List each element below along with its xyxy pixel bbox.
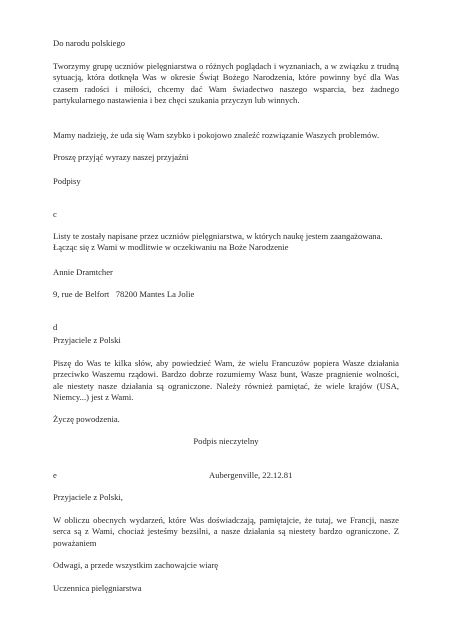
- letter-e-place-date: Aubergenville, 22.12.81: [209, 470, 293, 480]
- letter-c-marker: c: [53, 209, 57, 219]
- letter-c-address: 9, rue de Belfort 78200 Mantes La Jolie: [53, 289, 195, 299]
- letter-d-body: Piszę do Was te kilka słów, aby powiedzieć Wam, że wielu Francuzów popiera Wasze działania przeciwko Waszemu rządowi. Bardzo dobrze rozumiemy Wasz bunt, Wasze pragnienie wolności, ale niestety nasze działania są ograniczone. Należy również pamiętać, że wiele krajów (USA, Niemcy...) jest z Wami.: [53, 358, 399, 403]
- letter-e-closing: Odwagi, a przede wszystkim zachowajcie wiarę: [53, 560, 219, 570]
- letter-a-salutation: Do narodu polskiego: [53, 38, 126, 48]
- letter-d-marker: d: [53, 322, 58, 332]
- letter-c-name: Annie Dramtcher: [53, 267, 113, 277]
- letter-a-body-1: Tworzymy grupę uczniów pielęgniarstwa o różnych poglądach i wyznaniach, a w związku z trudną sytuacją, która dotknęła Was w okresie Świąt Bożego Narodzenia, które powinny być dla Was czasem radości i miłości, chcemy dać Wam świadectwo naszego wsparcia, bez żadnego partykularnego nastawienia i bez chęci szukania przyczyn lub winnych.: [53, 61, 399, 106]
- letter-a-signature: Podpisy: [53, 176, 81, 186]
- letter-e-body: W obliczu obecnych wydarzeń, które Was doświadczają, pamiętajcie, że tutaj, we Francji, nasze serca są z Wami, chociaż jesteśmy bezsilni, a nasze działania są niestety bardzo ograniczone. Z poważaniem: [53, 515, 399, 548]
- letter-e-signature: Uczennica pielęgniarstwa: [53, 583, 142, 593]
- letter-d-closing: Życzę powodzenia.: [53, 414, 120, 424]
- letter-e-marker: e: [53, 470, 57, 480]
- letter-c-body: Listy te zostały napisane przez uczniów pielęgniarstwa, w których naukę jestem zaangażowana. Łącząc się z Wami w modlitwie w oczekiwaniu na Boże Narodzenie: [53, 231, 383, 253]
- letter-a-closing: Proszę przyjąć wyrazy naszej przyjaźni: [53, 152, 189, 162]
- letter-e-salutation: Przyjaciele z Polski,: [53, 492, 123, 502]
- letter-d-salutation: Przyjaciele z Polski: [53, 335, 121, 345]
- letter-e-header: [53, 470, 399, 482]
- letter-a-body-2: Mamy nadzieję, że uda się Wam szybko i pokojowo znaleźć rozwiązanie Waszych problemów.: [53, 130, 380, 140]
- letter-d-signature: Podpis nieczytelny: [193, 436, 259, 446]
